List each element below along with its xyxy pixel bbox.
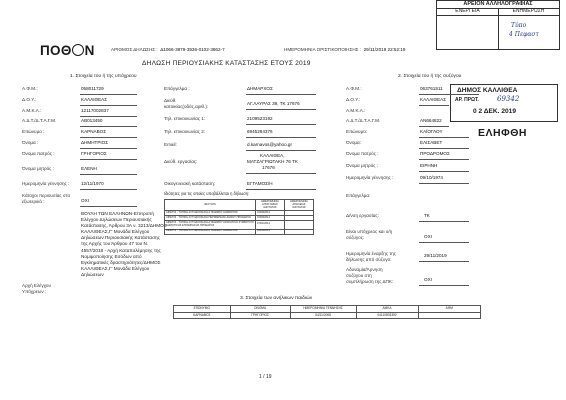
stamp-handwriting-2: 4 Πεφαστ [509,31,539,38]
declarant-abroad-label-2: εξωτερικό : [22,199,45,204]
declaration-number [111,48,225,53]
declarant-surname-label: Επώνυμο : [22,129,45,134]
spouse-inability-value: ΟΧΙ [424,277,432,282]
declarant-work-address-line-2: ΜΑΤΖΑΓΡΙΩΤΑΚΗ 76 ΤΚ [247,159,298,164]
function-acquired-date: 01/09/2014 [255,211,284,216]
declarant-doy-label: Δ.Ο.Υ.: [22,97,37,102]
spouse-name-rule [419,148,469,149]
section3-title: 3. Στοιχεία των ανήλικων παιδιών [240,296,313,301]
declarant-mother-value: ΕΛΕΝΗ [81,166,97,171]
spouse-adt-value: ΑΝ664822 [420,118,442,123]
child-birthdate: 04/11/2008 [290,312,356,319]
declarant-phone2-label: Τηλ. επικοινωνίας 2: [164,129,206,134]
spouse-birth-label: Ημερομηνία γέννησης : [346,175,394,180]
declarant-doy-value: ΚΑΛΛΙΘΕΑΣ [81,97,108,102]
child-amka: 04110803352 [356,312,418,319]
declarant-phone2-rule [246,137,316,138]
functions-table-header-row [165,200,314,211]
spouse-obligated-label-1: Είναι υπόχρεος και ο/η [346,229,393,234]
spouse-doy-rule [419,105,449,106]
section1-title: 1. Στοιχεία του ή της υπόχρεου [70,74,137,79]
spouse-start-label-2: δήλωσης από σύζυγο: [346,257,392,262]
declarant-authority-label-2: Υπόχρεων : [22,289,47,294]
spouse-surname-label: Επώνυμο: [346,129,368,134]
declarant-adt-label: Α.Δ.Τ./Δ.Τ.Α.Γ.Μ. [22,118,57,123]
spouse-start-label-1: Ημερομηνία έναρξης της [346,251,396,256]
municipality-protocol-number: 69342 [497,95,520,103]
declarant-adt-rule [80,126,137,127]
logo-ring-icon [72,44,84,56]
declarant-amka-value: 12117002837 [81,108,109,113]
declarant-address-value: ΑΓ.ΛΑΥΡΑΣ 39, ΤΚ 17676 [247,101,300,106]
declarant-afm-rule [80,94,137,95]
declarant-adt-value: ΑΒ013450 [81,118,103,123]
declarant-name-rule [80,148,137,149]
child-afm [418,312,480,319]
municipality-stamp [450,84,558,122]
child-name: ΓΡΗΓΟΡΙΟΣ [230,312,290,319]
declarant-email-rule [246,150,316,151]
stamp-divider [498,15,499,49]
spouse-afm-value: 063761511 [420,86,443,91]
table-row [165,221,314,229]
spouse-surname-rule [419,137,469,138]
declarant-abroad-value: ΟΧΙ [81,198,89,203]
spouse-birth-value: 09/10/1974 [420,175,443,180]
stamp-info-column: ΕΝΗΜΕΡΩΣΗ [498,8,559,16]
finalization-date [284,48,405,53]
functions-table-title: Ιδιότητες για τις οποίες υποβάλλεται η δήλωση: [164,191,250,196]
functions-header-lost: ΗΜΕΡΟΜΗΝΙΑ ΑΠΩΛΕΙΑΣ ΙΔΙΟΤΗΤΑΣ [284,200,313,211]
spouse-obligated-label-2: σύζυγος: [346,235,365,240]
children-table [173,305,481,319]
correspondence-stamp-title: ΑΡΕΙΟΝ ΑΛΛΗΛΟΓΡΑΦΙΑΣ [437,1,559,9]
declarant-email-value: d.karnavos@yahoo.gr [247,142,293,147]
declarant-phone1-label: Τηλ. επικοινωνίας 1: [164,116,206,121]
declarant-work-address-line-1: ΚΑΛΛΙΘΕΑ, [260,153,285,158]
table-row [174,312,481,319]
function-role: ΑΙΡΕΤΟΙ - ΤΟΠΙΚΗ ΑΥΤΟΔΙΟΙΚΗΣΗ Α' ΒΑΘΜΟΥ ΔΗΜΑΡΧΟΣ [165,211,256,216]
declarant-email-label: Email: [164,142,177,147]
spouse-father-label: Όνομα πατρός : [346,151,379,156]
declarant-name-label: Όνομα : [22,140,39,145]
spouse-occupation-label: Επάγγελμα: [346,193,371,198]
functions-header-role: ΙΔΙΟΤΗΤΑ [165,200,256,211]
children-header-amka: ΑΜΚΑ [356,306,418,313]
declarant-mother-label: Όνομα μητρός : [22,166,54,171]
ptothen-logo [40,44,95,58]
page-number: 1 / 19 [259,374,272,380]
spouse-inability-rule [419,285,469,286]
spouse-inability-label-2: συζύγου στη [346,273,372,278]
declarant-occupation-rule [246,94,316,95]
finalization-date-label: ΗΜΕΡΟΜΗΝΙΑ ΟΡΙΣΤΙΚΟΠΟΙΗΣΗΣ : [284,47,362,52]
declarant-afm-label: Α.Φ.Μ.: [22,86,38,91]
table-row [165,229,314,234]
finalization-date-value: 29/11/2019 22:52:19 [363,47,406,52]
spouse-doy-value: ΚΑΛΛΙΘΕΑΣ [420,97,447,102]
functions-header-acquired: ΗΜΕΡΟΜΗΝΙΑ ΑΠΟΚΤΗΣΗΣ ΙΔΙΟΤΗΤΑΣ [255,200,284,211]
function-acquired-date: 27/01/2014 [255,221,284,229]
received-stamp: ΕΛΗΦΘΗ [478,127,527,139]
spouse-name-value: ΕΛΙΣΑΒΕΤ [420,140,443,145]
declarant-amka-label: Α.Μ.Κ.Α.: [22,108,42,113]
declarant-occupation-value: ΔΗΜΑΡΧΟΣ [247,86,273,91]
function-role: ΑΙΡΕΤΟΙ - ΤΟΠΙΚΗ ΑΥΤΟΔΙΟΙΚΗΣΗ Α' ΒΑΘΜΟΥ ΔΗΜΑΡΧΟΣ [165,229,256,234]
declaration-number-value: Δ1066-3879-3936-0102-3862-7 [160,47,225,52]
function-acquired-date: 01/09/2014 [255,216,284,221]
function-lost-date [284,229,313,234]
children-header-afm: ΑΦΜ [418,306,480,313]
spouse-inability-label-1: Αδυναμία/Άρνηση [346,267,383,272]
spouse-work-rule [419,221,469,222]
declarant-birth-label: Ημερομηνία γέννησης : [22,181,70,186]
spouse-father-value: ΠΡΟΔΡΟΜΟΣ [420,151,450,156]
stamp-action-column: ΕΝΕΡΓΕΙΑ [437,8,499,16]
declarant-birth-rule [80,189,137,190]
declarant-marital-rule [246,189,316,190]
children-header-birthdate: ΗΜΕΡΟΜΗΝΙΑ ΓΕΝΝΗΣΗΣ [290,306,356,313]
municipality-stamp-title: ΔΗΜΟΣ ΚΑΛΛΙΘΕΑ [457,87,518,94]
municipality-stamp-date: 0 2 ΔΕΚ. 2019 [473,108,516,115]
spouse-work-label: Δ/νση εργασίας: [346,213,379,218]
function-role: ΑΙΡΕΤΟΙ - ΤΟΠΙΚΗ ΑΥΤΟΔΙΟΙΚΗΣΗ ΠΕΡΙΦΕΡΕΙΑΣ ΔΗΜΟΥ ΠΡΟΕΔΡΟΣ [165,216,256,221]
child-surname: ΚΑΡΝΑΒΟΣ [174,312,231,319]
declarant-authority-label-1: Αρχή Ελέγχου [22,283,51,288]
declarant-surname-value: ΚΑΡΝΑΒΟΣ [81,129,107,134]
declarant-surname-rule [80,137,137,138]
declarant-father-label: Όνομα πατρός : [22,151,55,156]
function-lost-date [284,221,313,229]
declarant-marital-value: ΕΓΓΑΜΟΣ/Η [247,181,273,186]
children-header-surname: ΕΠΩΝΥΜΟ [174,306,231,313]
spouse-amka-label: Α.Μ.Κ.Α.: [346,108,366,113]
document-title: ΔΗΛΩΣΗ ΠΕΡΙΟΥΣΙΑΚΗΣ ΚΑΤΑΣΤΑΣΗΣ ΕΤΟΥΣ 2019 [142,60,311,67]
spouse-obligated-value: ΟΧΙ [424,234,432,239]
logo-text-right: Ν [84,43,95,58]
declarant-birth-value: 12/11/1970 [81,181,104,186]
declarant-afm-value: 058011729 [81,86,104,91]
spouse-inability-label-3: συμπλήρωση της ΔΠΚ: [346,279,394,284]
spouse-obligated-rule [419,242,469,243]
declarant-name-value: ΔΗΜΗΤΡΙΟΣ [81,140,109,145]
children-header-name: ΟΝΟΜΑ [230,306,290,313]
spouse-afm-rule [419,94,479,95]
spouse-doy-label: Δ.Ο.Υ.: [346,97,361,102]
declarant-marital-label: Οικογενειακή κατάσταση: [164,181,216,186]
spouse-adt-rule [419,126,449,127]
spouse-adt-label: Α.Δ.Τ./Δ.Τ.Α.Γ.Μ. [346,118,381,123]
section2-title: 2. Στοιχεία του ή της συζύγου [398,74,462,79]
declarant-doy-rule [80,105,137,106]
declarant-work-address-label: Διεύθ. εργασίας: [164,159,198,164]
spouse-birth-rule [419,183,469,184]
spouse-surname-value: ΚΑΪΟΓΛΟΥ [420,129,443,134]
spouse-mother-value: ΕΙΡΗΝΗ [420,163,438,168]
declarant-abroad-rule [80,206,137,207]
declarant-address-label-1: Διεύθ. [164,98,177,103]
declarant-abroad-label-1: Κάτοχοι περιουσίας στο [22,193,71,198]
declarant-phone1-rule [246,124,316,125]
declarant-address-label-2: κατοικίας(οδός,αριθ.): [164,104,209,109]
spouse-start-value: 29/11/2019 [424,253,447,258]
declarant-father-value: ΓΡΗΓΟΡΙΟΣ [81,151,107,156]
stamp-handwriting-1: Τύπο [511,22,527,29]
spouse-mother-rule [419,171,469,172]
declarant-amka-rule [80,116,137,117]
declarant-phone2-value: 6945284376 [247,129,273,134]
declarant-occupation-label: Επάγγελμα : [164,86,190,91]
functions-table [164,199,314,235]
spouse-mother-label: Όνομα μητρός : [346,163,378,168]
spouse-afm-label: Α.Φ.Μ.: [346,86,362,91]
function-role: ΑΙΡΕΤΟΙ - ΤΟΠΙΚΗ ΑΥΤΟΔΙΟΙΚΗΣΗ Α' ΒΑΘΜΟΥ ΔΙΟΙΚΗΤΙΚΟ ΣΥΜΒΟΥΛΙΟ ΔΗΜΟΤΙΚΗΣ ΕΠΙΧΕΙΡΗΣΗΣ ΠΡΟΕΔΡΟΣ [165,221,256,229]
spouse-start-rule [419,261,469,262]
declarant-authority-text: ΒΟΥΛΗ ΤΩΝ ΕΛΛΗΝΩΝ-Επιτροπή Ελέγχου Δηλώσεων Περιουσιακής Κατάστασης, Άρθρου 3Α ν. 3213/ΔΗΜΟΣ ΚΑΛΛΙΘΕΑΣ,Γ' Μονάδα Ελέγχου Δηλώσεων Περιουσιακής Κατάστασης της Αρχής του Άρθρου 47 του Ν. 4557/2018 - Αρχή Καταπολέμησης της Νομιμοποίησης Εσόδων από Εγκληματικές δραστηριότητες/ΔΗΜΟΣ ΚΑΛΛΙΘΕΑΣ,Γ' Μονάδα Ελέγχου Δηλώσεων [81,211,167,277]
declarant-address-rule [246,109,316,110]
declarant-work-address-line-3: 17676 [262,165,275,170]
municipality-protocol-label: ΑΡ. ΠΡΩΤ. [455,97,479,103]
declarant-mother-rule [80,174,137,175]
spouse-work-value: ΤΚ [424,213,430,218]
declaration-number-label: ΑΡΙΘΜΟΣ ΔΗΛΩΣΗΣ : [111,47,158,52]
declarant-phone1-value: 2109523192 [247,116,273,121]
correspondence-stamp [436,0,560,50]
spouse-name-label: Όνομα: [346,140,361,145]
declarant-father-rule [80,159,137,160]
function-acquired-date: 01/09/2019 [255,229,284,234]
spouse-father-rule [419,159,469,160]
logo-text-left: ΠΟΘ [40,43,72,58]
declarant-work-address-rule [246,173,316,174]
